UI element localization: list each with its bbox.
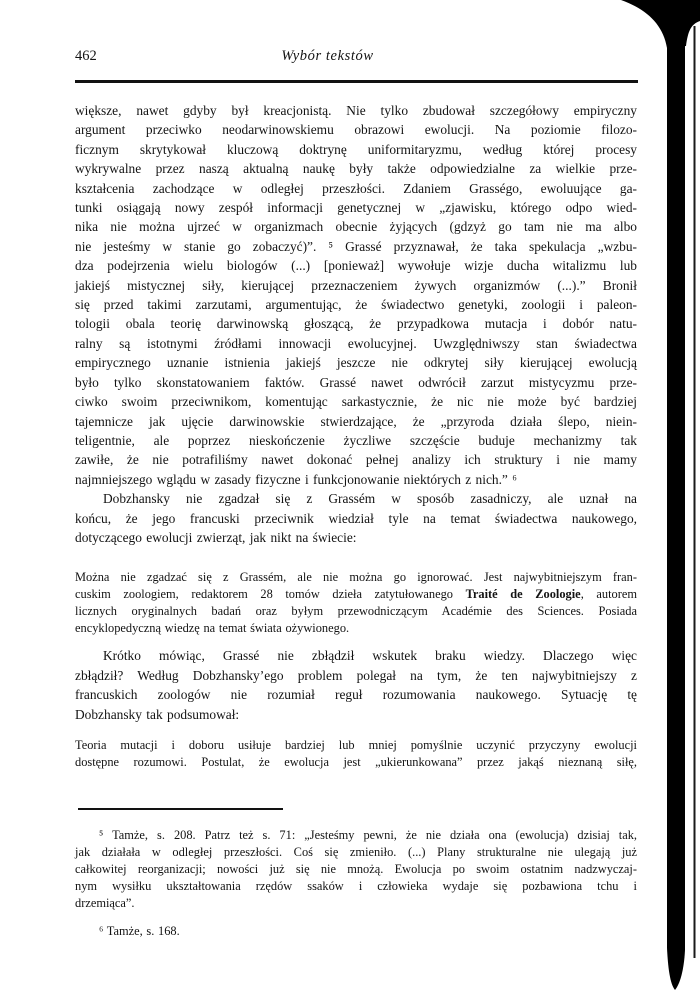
text-line: tologii obala teorię darwinowską głoszącą, że przypadkowa mutacja i dobór natu-	[75, 316, 637, 332]
text-line: nym wysiłku ukształtowania rzędów ssaków i człowieka wydaje się pozbawiona tchu i	[75, 879, 637, 893]
text-line: ⁵ Tamże, s. 208. Patrz też s. 71: „Jesteśmy pewni, że nie działa ona (ewolucja) dzisiaj tak,	[99, 828, 637, 842]
text-line: zbłądził? Według Dobzhansky’ego problem polegał na tym, że ten najwybitniejszy z	[75, 667, 637, 683]
block-quote-1	[75, 569, 637, 637]
text-line: Można nie zgadzać się z Grassém, ale nie można go ignorować. Jest najwybitniejszym fran-	[75, 570, 637, 585]
text-line: większe, nawet gdyby był kreacjonistą. Nie tylko zbudował szczegółowy empiryczny	[75, 103, 637, 118]
footnotes	[75, 827, 637, 940]
paragraph-1	[75, 101, 637, 489]
text-line: teligentnie, ale poprzez nieskończenie życzliwe szczęście buduje mechanizmy tak	[75, 432, 637, 448]
paragraph-2	[75, 489, 637, 547]
text-line: ciwko swoim przeciwnikom, komentując sarkastycznie, że nic nie może być bardziej	[75, 394, 637, 410]
text-line: tunki osiągają nowy zespół informacji genetycznej w „zjawisku, którego odpo wied-	[75, 200, 637, 216]
page-number: 462	[75, 48, 97, 64]
bold-book-title: Traité de Zoologie	[465, 587, 581, 602]
header-rule	[75, 80, 638, 83]
text-line: ficznym skrytykował kluczową doktrynę uniformitaryzmu, według której procesy	[75, 141, 637, 157]
quote-text-segment: , autorem	[580, 587, 637, 602]
scan-edge-artifact	[600, 0, 700, 1007]
text-line: całkowitej reorganizacji; nowości już się nie mnożą. Ewolucja po swoim ostatnim nadzwyczaj-	[75, 862, 637, 876]
text-line: zawiłe, że nie potrafiliśmy nawet dokonać pełnej analizy ich struktury i nie mamy	[75, 452, 637, 468]
block-quote-2	[75, 737, 637, 771]
text-line: drzemiąca”.	[75, 896, 135, 910]
quote-text-segment: cuskim zoologiem, redaktorem 28 tomów dzieła zatytułowanego	[75, 587, 466, 602]
text-line: licznych oryginalnych badań oraz byłym przewodniczącym Académie des Sciences. Posiada	[75, 604, 637, 619]
text-line: tajemnicze jak ujęcie darwinowskie stwierdzające, że „przyroda działa ślepo, niein-	[75, 413, 637, 429]
text-line: Dobzhansky tak podsumował:	[75, 706, 240, 722]
text-line: encyklopedyczną wiedzę na temat świata ożywionego.	[75, 621, 350, 636]
text-line: dostępne rozumowi. Postulat, że ewolucja jest „ukierunkowana” przez jakąś nieznaną siłę,	[75, 754, 637, 769]
footnote-5	[75, 827, 637, 912]
footnote-6	[75, 923, 637, 940]
text-line: Teoria mutacji i doboru usiłuje bardziej lub mniej pomyślnie uczynić przyczyny ewolucji	[75, 737, 637, 752]
text-line: najmniejszego wglądu w zasady fizyczne i funkcjonowanie niektórych z nich.” ⁶	[75, 471, 517, 487]
text-line: końcu, że jego francuski przeciwnik wiedział tyle na temat świadectwa naukowego,	[75, 510, 637, 526]
text-line: jak działała w odległej przeszłości. Coś się zmieniło. (...) Plany strukturalne nie ulegają już	[75, 845, 637, 859]
text-line: dza podejrzenia wielu biologów (...) [ponieważ] wywołuje wizje ducha witalizmu lub	[75, 258, 637, 274]
text-line	[75, 586, 637, 603]
running-header-title: Wybór tekstów	[281, 48, 374, 64]
text-line: kształcenia zachodzące w odległej przeszłości. Zdaniem Grasségo, ewoluujące ga-	[75, 180, 637, 196]
text-line: ⁶ Tamże, s. 168.	[99, 924, 180, 938]
text-line: empirycznego uznanie istnienia jakiejś jeszcze nie odkrytej siły kierującej ewolucją	[75, 355, 637, 371]
text-line: się przed takimi zarzutami, argumentując, że świadectwo genetyki, zoologii i paleon-	[75, 297, 637, 313]
text-line: nie jesteśmy w stanie go zobaczyć)”. ⁵ Grassé przyznawał, że taka spekulacja „wzbu-	[75, 238, 637, 254]
text-line: argument przeciwko neodarwinowskiemu obrazowi ewolucji. Na poziomie filozo-	[75, 122, 637, 138]
text-line: jakiejś mistycznej siły, kierującej przeznaczeniem żywych organizmów (...).” Bronił	[75, 277, 637, 293]
text-line: ralny są istotnymi źródłami innowacji ewolucyjnej. Uwzględniwszy stan świadectwa	[75, 335, 637, 351]
paragraph-3	[75, 646, 637, 724]
text-line: dotyczącego ewolucji zwierząt, jak nikt na świecie:	[75, 529, 357, 545]
text-line: nika nie można ujrzeć w organizmach obecnie żyjących (gdzyż go tam nie ma albo	[75, 219, 637, 235]
text-line: było tylko skonstatowaniem faktów. Grassé nawet odwrócił zarzut mistycyzmu prze-	[75, 374, 637, 390]
text-line: francuskich zoologów nie rozumiał reguł rozumowania naukowego. Sytuację tę	[75, 687, 637, 703]
text-line: Dobzhansky nie zgadzał się z Grassém w sposób zasadniczy, ale uznał na	[103, 491, 637, 507]
text-line: wykrywalne przez naszą aktualną naukę były także odpowiedzialne za wielkie prze-	[75, 161, 637, 177]
text-line: Krótko mówiąc, Grassé nie zbłądził wskutek braku wiedzy. Dlaczego więc	[103, 648, 637, 664]
footnote-separator-rule	[78, 808, 283, 810]
text-column	[75, 101, 637, 771]
